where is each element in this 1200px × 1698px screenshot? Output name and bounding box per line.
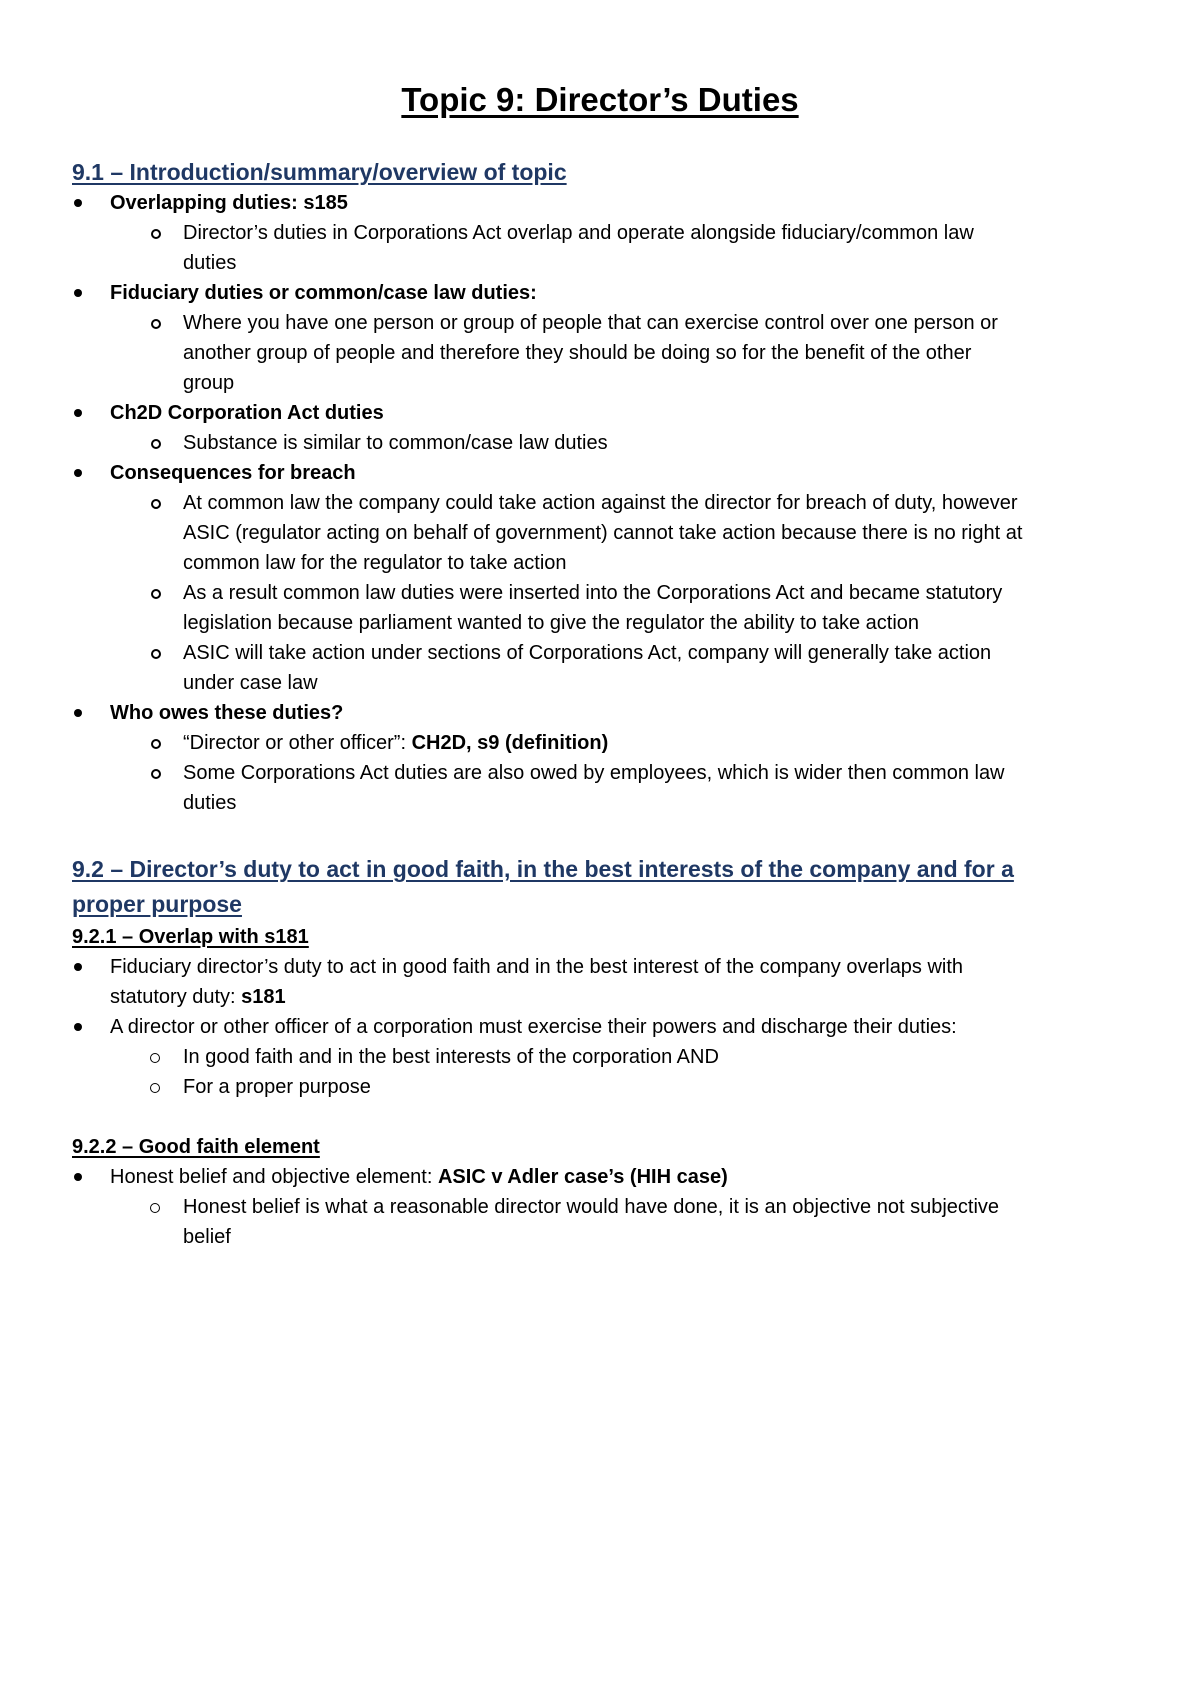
- bullet-icon: [74, 409, 82, 417]
- bullet-text: statutory duty: s181: [110, 986, 286, 1008]
- page-title: Topic 9: Director’s Duties: [401, 81, 799, 118]
- subsection-heading-9-2-2: 9.2.2 – Good faith element: [72, 1136, 320, 1158]
- sub-bullet-text: As a result common law duties were inserted into the Corporations Act and became statutory: [183, 582, 1003, 604]
- sub-bullet-text: common law for the regulator to take action: [183, 552, 567, 574]
- sub-bullet-text: Substance is similar to common/case law duties: [183, 432, 608, 454]
- sub-bullet-text: ASIC will take action under sections of Corporations Act, company will generally take action: [183, 642, 992, 664]
- bullet-icon: [74, 1023, 82, 1031]
- section-heading-9-2-cont: proper purpose: [72, 891, 242, 917]
- sub-bullet-icon: [151, 739, 161, 749]
- sub-bullet-text: legislation because parliament wanted to give the regulator the ability to take action: [183, 612, 920, 634]
- bullet-icon: [74, 469, 82, 477]
- bullet-text: A director or other officer of a corporation must exercise their powers and discharge their duties:: [110, 1016, 957, 1038]
- bullet-icon: [74, 709, 82, 717]
- bullet-text: Fiduciary director’s duty to act in good faith and in the best interest of the company overlaps with: [110, 956, 964, 978]
- bullet-who-owes: Who owes these duties?: [110, 702, 344, 724]
- sub-bullet-text: another group of people and therefore they should be doing so for the benefit of the other: [183, 342, 972, 364]
- sub-bullet-text: belief: [183, 1226, 231, 1248]
- sub-bullet-icon: [150, 1203, 160, 1213]
- bullet-ch2d-duties: Ch2D Corporation Act duties: [110, 402, 384, 424]
- bullet-icon: [74, 963, 82, 971]
- sub-bullet-text: Some Corporations Act duties are also owed by employees, which is wider then common law: [183, 762, 1005, 784]
- sub-bullet-text: “Director or other officer”: CH2D, s9 (definition): [183, 732, 609, 754]
- sub-bullet-icon: [151, 649, 161, 659]
- sub-bullet-icon: [151, 439, 161, 449]
- bullet-icon: [74, 199, 82, 207]
- sub-bullet-icon: [150, 1053, 160, 1063]
- sub-bullet-text: duties: [183, 792, 237, 814]
- bullet-consequences: Consequences for breach: [110, 462, 356, 484]
- section-heading-9-2: 9.2 – Director’s duty to act in good faith, in the best interests of the company and for a: [72, 856, 1014, 882]
- sub-bullet-text: In good faith and in the best interests of the corporation AND: [183, 1046, 719, 1068]
- sub-bullet-icon: [151, 769, 161, 779]
- sub-bullet-icon: [151, 589, 161, 599]
- sub-bullet-icon: [151, 499, 161, 509]
- bullet-fiduciary-duties: Fiduciary duties or common/case law duties:: [110, 282, 537, 304]
- bullet-text: Honest belief and objective element: ASIC v Adler case’s (HIH case): [110, 1166, 728, 1188]
- bullet-overlapping-duties: Overlapping duties: s185: [110, 192, 348, 214]
- sub-bullet-icon: [150, 1083, 160, 1093]
- sub-bullet-text: under case law: [183, 672, 318, 694]
- sub-bullet-text: group: [183, 372, 235, 394]
- sub-bullet-text: ASIC (regulator acting on behalf of government) cannot take action because there is no right at: [183, 522, 1023, 544]
- section-heading-9-1: 9.1 – Introduction/summary/overview of topic: [72, 159, 567, 185]
- sub-bullet-text: Honest belief is what a reasonable director would have done, it is an objective not subjective: [183, 1196, 1000, 1218]
- subsection-heading-9-2-1: 9.2.1 – Overlap with s181: [72, 926, 309, 948]
- sub-bullet-text: duties: [183, 252, 237, 274]
- sub-bullet-text: Director’s duties in Corporations Act overlap and operate alongside fiduciary/common law: [183, 222, 974, 244]
- sub-bullet-text: For a proper purpose: [183, 1076, 371, 1098]
- bullet-icon: [74, 289, 82, 297]
- sub-bullet-icon: [151, 229, 161, 239]
- sub-bullet-text: Where you have one person or group of people that can exercise control over one person or: [183, 312, 998, 334]
- sub-bullet-icon: [151, 319, 161, 329]
- sub-bullet-text: At common law the company could take action against the director for breach of duty, however: [183, 492, 1018, 514]
- bullet-icon: [74, 1173, 82, 1181]
